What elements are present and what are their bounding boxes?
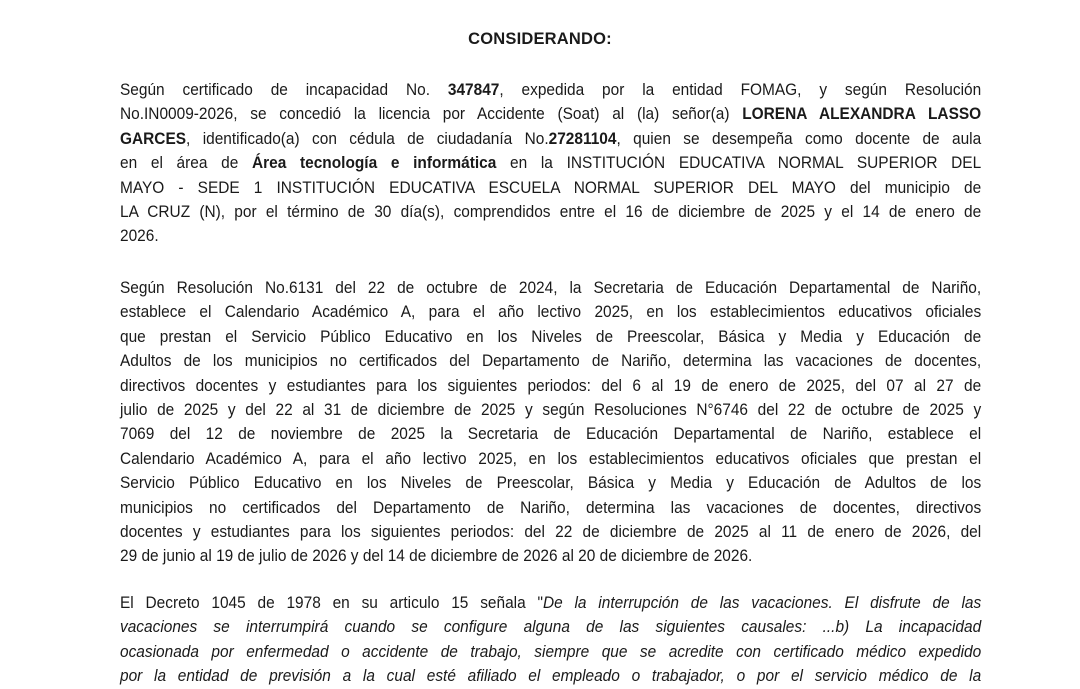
text-run: , identificado(a) con cédula de ciudadanía No. xyxy=(186,128,549,148)
text-run: en el área de xyxy=(120,153,253,173)
text-line xyxy=(120,591,981,615)
text-line: Servicio Público Educativo en los Niveles de Preescolar, Básica y Media y Educación de Adultos de los xyxy=(120,473,982,493)
text-line: Según Resolución No.6131 del 22 de octubre de 2024, la Secretaria de Educación Departamental de Nariño, xyxy=(120,278,982,297)
text-line: 29 de junio al 19 de julio de 2026 y del 14 de diciembre de 2026 al 20 de diciembre de 2026. xyxy=(120,546,753,566)
text-line: julio de 2025 y del 22 al 31 de diciembre de 2025 y según Resoluciones N°6746 del 22 de octubre de 2025 y xyxy=(120,400,982,420)
text-run: Según certificado de incapacidad No. xyxy=(120,80,448,99)
paragraph-calendar xyxy=(120,276,981,569)
quoted-text: ocasionada por enfermedad o accidente de trabajo, siempre que se acredite con certificado médico expedido xyxy=(120,641,982,661)
text-line xyxy=(120,127,981,151)
text-line: 2026. xyxy=(120,226,159,246)
text-line: MAYO - SEDE 1 INSTITUCIÓN EDUCATIVA ESCUELA NORMAL SUPERIOR DEL MAYO del municipio de xyxy=(120,177,982,197)
text-line: Adultos de los municipios no certificados del Departamento de Nariño, determina las vacaciones de docentes, xyxy=(120,351,982,371)
text-line: municipios no certificados del Departamento de Nariño, determina las vacaciones de docentes, directivos xyxy=(120,497,982,517)
text-line xyxy=(120,640,981,664)
text-line: establece el Calendario Académico A, para el año lectivo 2025, en los establecimientos educativos oficiales xyxy=(120,302,982,322)
paragraph-decree xyxy=(120,591,981,689)
text-line xyxy=(120,615,981,639)
text-line: Calendario Académico A, para el año lectivo 2025, en los establecimientos educativos oficiales que prestan el xyxy=(120,448,982,468)
text-run: , quien se desempeña como docente de aula xyxy=(616,128,982,148)
teacher-surname: GARCES xyxy=(120,128,187,148)
quoted-text: vacaciones se interrumpirá cuando se configure alguna de las siguientes causales: ...b) La incapacidad xyxy=(120,617,982,637)
text-line: que prestan el Servicio Público Educativo en los Niveles de Preescolar, Básica y Media y Educación de xyxy=(120,326,982,346)
text-run: El Decreto 1045 de 1978 en su articulo 15 señala " xyxy=(120,593,543,612)
section-heading: CONSIDERANDO: xyxy=(468,30,612,48)
text-line xyxy=(120,151,981,175)
text-line: 7069 del 12 de noviembre de 2025 la Secretaria de Educación Departamental de Nariño, establece el xyxy=(120,424,982,444)
quoted-text: De la interrupción de las vacaciones. El disfrute de las xyxy=(542,593,982,612)
certificate-number: 347847 xyxy=(447,80,500,99)
text-run: No.IN0009-2026, se concedió la licencia por Accidente (Soat) al (la) señor(a) xyxy=(120,104,743,124)
text-line: LA CRUZ (N), por el término de 30 día(s), comprendidos entre el 16 de diciembre de 2025 y el 14 de enero de xyxy=(120,202,982,222)
text-line xyxy=(120,78,981,102)
text-line xyxy=(120,664,981,688)
text-line: directivos docentes y estudiantes para los siguientes periodos: del 6 al 19 de enero de 2025, del 07 al 27 de xyxy=(120,375,982,395)
text-run: , expedida por la entidad FOMAG, y según Resolución xyxy=(499,80,982,99)
text-line xyxy=(120,102,981,126)
text-line: docentes y estudiantes para los siguientes periodos: del 22 de diciembre de 2025 al 11 de enero de 2026, del xyxy=(120,522,982,542)
teacher-name: LORENA ALEXANDRA LASSO xyxy=(742,104,982,124)
text-run: en la INSTITUCIÓN EDUCATIVA NORMAL SUPERIOR DEL xyxy=(496,153,982,173)
subject-area: Área tecnología e informática xyxy=(252,153,497,173)
id-number: 27281104 xyxy=(548,128,617,148)
paragraph-incapacity xyxy=(120,78,981,249)
quoted-text: por la entidad de previsión a la cual esté afiliado el empleado o trabajador, o por el servicio médico de la xyxy=(120,666,982,686)
